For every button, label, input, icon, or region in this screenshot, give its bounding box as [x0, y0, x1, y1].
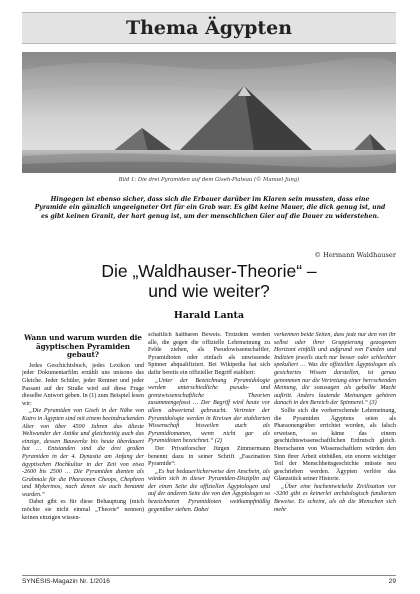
paragraph: Dabei gibt es für diese Behauptung (mich möchte sie nicht einmal „Theorie“ nennen) keinen einzigen wissen-	[22, 499, 144, 521]
quote-paragraph: „Über eine hochentwickelte Zivilisation vor -3200 gibt es keinerlei archäologisch fundierten Beweise. Es scheint, als ob die Menschen sich mehr	[274, 483, 396, 513]
paragraph: Jedes Geschichtsbuch, jedes Lexikon und jeder Dokumentarfilm erzählt uns unisono das Gleiche. Jeder Schüler, jeder Rentner und jeder Passant auf der Straße wird auf diese Frage dieselbe Antwort geben. In (1) zum Beispiel lesen wir:	[22, 362, 144, 407]
quote-paragraph: „Die Pyramiden von Giseh in der Nähe von Kairo in Ägypten sind mit einem beeindruckenden Alter von über 4500 Jahren das älteste Weltwunder der Antike und gleichzeitig auch das einzige, dessen Bauwerke bis heute überdauert hat … Entstanden sind die drei großen Pyramiden in der 4. Dynastie am Anfang der ägyptischen Hochkultur in der Zeit von etwa -2600 bis 2500 … Die Pyramiden dienten als Grabmale für die Pharaonen Cheops, Chephren und Mykerinos, nach denen sie auch benannt wurden.“	[22, 408, 144, 498]
paragraph: Sollte sich die vorherrschende Lehrmeinung, die Pyramiden Ägyptens seien als Pharaonengräber errichtet worden, als falsch erweisen, so käme das einem geschichtswissenschaftlichen Erdrutsch gleich. Heerscharen von Wissenschaftlern würden den Sinn ihrer Arbeit einbüßen, ein enorm wichtiger Teil der Menschheitsgeschichte müsste neu geschrieben werden. Ägypten verlöre das Glanzstück seiner Historie.	[274, 407, 396, 483]
text-column-2	[148, 332, 270, 570]
intro-quote: Hingegen ist ebenso sicher, dass sich die Erbauer darüber im Klaren sein mussten, dass eine Pyramide ein gänzlich ungeeigneter Ort für ein Grab war. Es gibt keine Mauer, die dick genug ist, und es gibt keinen Granit, der hart genug ist, um der menschlichen Gier auf die Dauer zu widerstehen.	[34, 196, 386, 220]
photo-caption: Bild 1: Die drei Pyramiden auf dem Giseh-Plateau (© Manuel Jung)	[118, 177, 300, 183]
intro-copyright: © Hermann Waldhauser	[314, 251, 396, 259]
quote-paragraph: „Unter der Bezeichnung Pyramidologie werden unterschiedliche pseudo- und grenzwissenschaftliche Theorien zusammengefasst … Der Begriff wird heute vor allem abwertend gebraucht. Vertreter der Pyramidologie werden in Kreisen der etablierten Wissenschaft bisweilen auch als Pyramidiomanen, wenn nicht gar als Pyramidioten bezeichnet.“ (2)	[148, 377, 270, 445]
article-title	[22, 261, 396, 301]
text-column-3	[274, 332, 396, 570]
paragraph: Der Privatforscher Jürgen Zimmermann benennt dazu in seiner Schrift „Faszination Pyramide“:	[148, 445, 270, 468]
pyramids-photo	[22, 52, 396, 173]
paragraph: schaftlich haltbaren Beweis. Trotzdem werden alle, die gegen die offizielle Lehrmeinung zu Felde ziehen, als Pseudowissenschaftler, Pyramidioten oder einfach als unwissende Spinner abqualifiziert. Bei Wikipedia hat sich dafür bereits ein offizieller Begriff etabliert:	[148, 332, 270, 376]
section-header	[22, 12, 396, 44]
section-title: Thema Ägypten	[125, 17, 293, 39]
footer-divider	[22, 575, 396, 576]
article-author: Harald Lanta	[173, 310, 245, 321]
quote-paragraph: „Es hat bedauerlicherweise den Anschein, als würden sich in dieser Pyramiden-Disziplin auf der einen Seite die offiziellen Ägyptologen und auf der anderen Seite die von den Ägyptologen so bezeichneten Pyramidioten wettkampfmäßig gegenüber stehen. Dabei	[148, 468, 270, 513]
text-column-1	[22, 332, 144, 570]
quote-paragraph: verkennen beide Seiten, dass jede nur den von ihr selbst oder ihrer Gruppierung gezogenen Horizont einfällt und aufgrund von Funden und Indizien jeweils auch nur besser oder schlechter spekuliert … Was die offiziellen Ägyptologen als gesichertes Wissen darstellen, ist genau genommen nur die Vertretung einer herrschenden Meinung, die sozusagen als geballte Macht auftritt. Anders lautende Meinungen gehören danach in den Bereich der Spinnerei.“ (3)	[274, 332, 396, 407]
article-title-line-1: Die „Waldhauser-Theorie“ –	[101, 261, 317, 281]
footer-magazine-issue: SYNESIS-Magazin Nr. 1/2016	[22, 578, 110, 585]
footer-page-number: 29	[388, 578, 396, 585]
article-subheading: Wann und warum wurden die ägyptischen Pyramiden gebaut?	[24, 333, 142, 360]
article-title-line-2: und wie weiter?	[148, 281, 270, 301]
pyramids-illustration	[22, 52, 396, 173]
